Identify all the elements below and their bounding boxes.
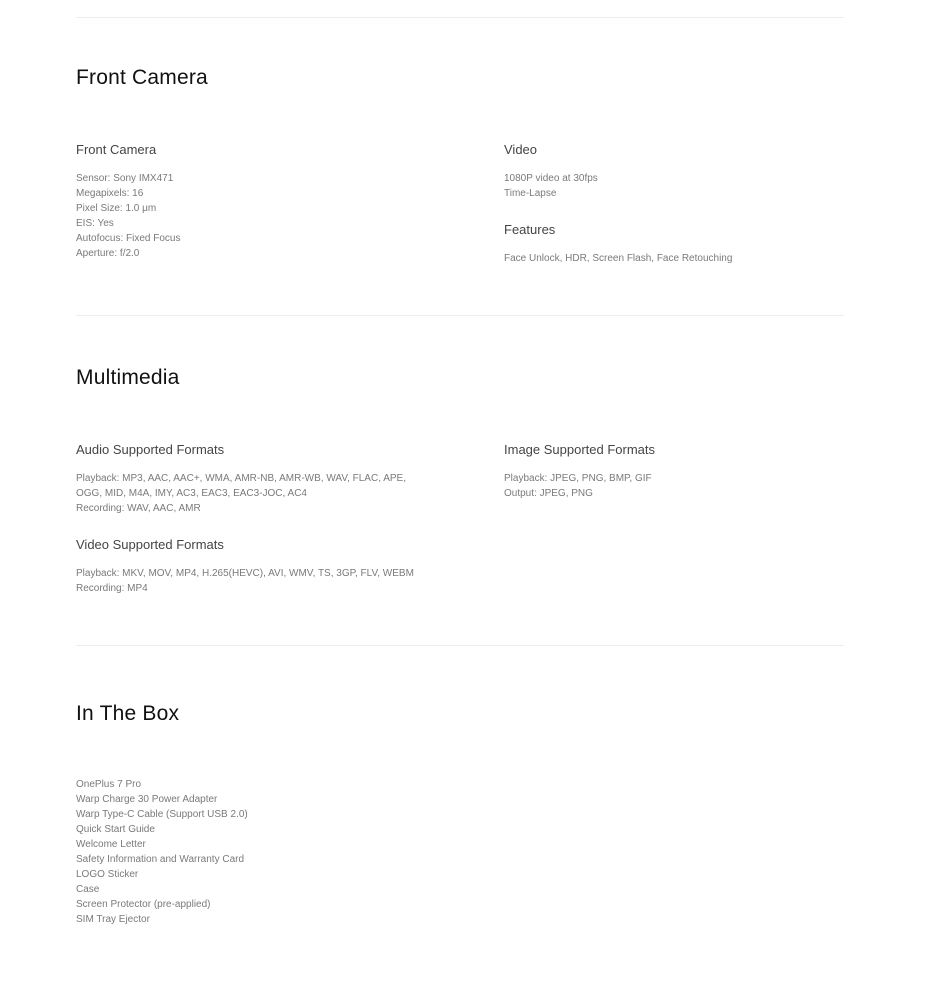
box-item: Safety Information and Warranty Card (76, 854, 245, 865)
spec-line: Time-Lapse (504, 188, 557, 199)
box-item: Screen Protector (pre-applied) (76, 899, 211, 910)
audio-formats-list (76, 471, 406, 516)
image-formats-subheading: Image Supported Formats (504, 442, 656, 457)
spec-line: Megapixels: 16 (76, 188, 144, 199)
spec-line: Aperture: f/2.0 (76, 248, 140, 259)
video-subheading: Video (504, 142, 538, 157)
video-formats-list (76, 566, 414, 596)
multimedia-divider (76, 315, 844, 316)
spec-line: 1080P video at 30fps (504, 173, 598, 184)
spec-line: Recording: WAV, AAC, AMR (76, 503, 201, 514)
spec-line: OGG, MID, M4A, IMY, AC3, EAC3, EAC3-JOC, AC4 (76, 488, 307, 499)
features-specs-list (504, 251, 732, 266)
spec-line: Sensor: Sony IMX471 (76, 173, 174, 184)
spec-line: Playback: MP3, AAC, AAC+, WMA, AMR-NB, AMR-WB, WAV, FLAC, APE, (76, 473, 406, 484)
video-formats-subheading: Video Supported Formats (76, 537, 224, 552)
box-item: Case (76, 884, 100, 895)
in-the-box-list (76, 777, 248, 927)
box-item: OnePlus 7 Pro (76, 779, 142, 790)
box-item: SIM Tray Ejector (76, 914, 150, 925)
features-subheading: Features (504, 222, 556, 237)
box-item: Warp Charge 30 Power Adapter (76, 794, 218, 805)
top-divider (76, 17, 844, 18)
spec-line: EIS: Yes (76, 218, 114, 229)
front-camera-specs-list (76, 171, 181, 261)
front-camera-subheading: Front Camera (76, 142, 157, 157)
in-the-box-divider (76, 645, 844, 646)
box-item: LOGO Sticker (76, 869, 139, 880)
in-the-box-heading: In The Box (76, 702, 180, 725)
video-specs-list (504, 171, 598, 201)
spec-line: Playback: JPEG, PNG, BMP, GIF (504, 473, 652, 484)
front-camera-heading: Front Camera (76, 66, 208, 89)
box-item: Quick Start Guide (76, 824, 155, 835)
multimedia-heading: Multimedia (76, 366, 180, 389)
spec-line: Face Unlock, HDR, Screen Flash, Face Retouching (504, 253, 733, 264)
spec-line: Output: JPEG, PNG (504, 488, 593, 499)
audio-formats-subheading: Audio Supported Formats (76, 442, 225, 457)
spec-line: Playback: MKV, MOV, MP4, H.265(HEVC), AVI, WMV, TS, 3GP, FLV, WEBM (76, 568, 414, 579)
box-item: Warp Type-C Cable (Support USB 2.0) (76, 809, 248, 820)
spec-line: Autofocus: Fixed Focus (76, 233, 181, 244)
image-formats-list (504, 471, 652, 501)
spec-line: Pixel Size: 1.0 μm (76, 203, 157, 214)
spec-line: Recording: MP4 (76, 583, 148, 594)
box-item: Welcome Letter (76, 839, 146, 850)
